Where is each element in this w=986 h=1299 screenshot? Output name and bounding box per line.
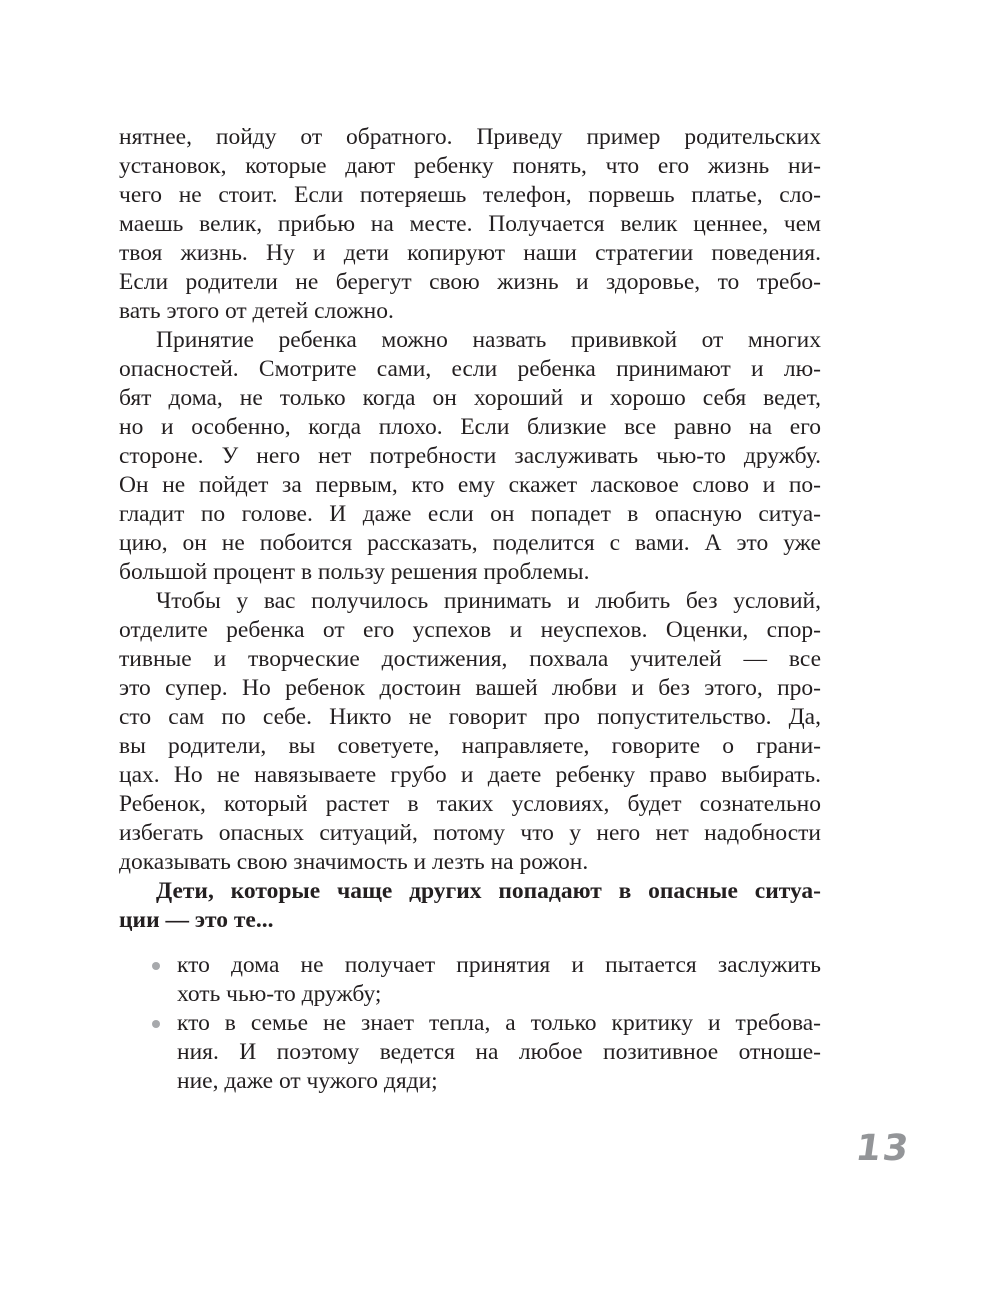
list-item	[119, 951, 821, 1009]
text-line: бят дома, не только когда он хороший и хорошо себя ведет,	[119, 385, 821, 411]
text-line: тивные и творческие достижения, похвала учителей — все	[119, 646, 821, 672]
paragraph-3	[119, 587, 821, 877]
text-line: установок, которые дают ребенку понять, что его жизнь ни-	[119, 153, 821, 179]
text-line: стороне. У него нет потребности заслуживать чью-то дружбу.	[119, 443, 821, 469]
text-line: Он не пойдет за первым, кто ему скажет ласковое слово и по-	[119, 472, 821, 498]
text-line: доказывать свою значимость и лезть на рожон.	[119, 849, 589, 875]
page-number: 13	[853, 1128, 913, 1169]
list-item	[119, 1009, 821, 1096]
text-line: цах. Но не навязываете грубо и даете ребенку право выбирать.	[119, 762, 821, 788]
text-line: маешь велик, прибью на месте. Получается велик ценнее, чем	[119, 211, 821, 237]
text-line: кто дома не получает принятия и пытается заслужить	[177, 952, 821, 978]
text-line: избегать опасных ситуаций, потому что у него нет надобности	[119, 820, 821, 846]
text-line: чего не стоит. Если потеряешь телефон, порвешь платье, сло-	[119, 182, 821, 208]
bullet-icon	[152, 1020, 160, 1028]
text-line: опасностей. Смотрите сами, если ребенка принимают и лю-	[119, 356, 821, 382]
text-line: ния. И поэтому ведется на любое позитивное отноше-	[177, 1039, 821, 1065]
text-line: Принятие ребенка можно назвать прививкой от многих	[156, 327, 821, 353]
text-line: отделите ребенка от его успехов и неуспехов. Оценки, спор-	[119, 617, 821, 643]
text-line: хоть чью-то дружбу;	[177, 981, 382, 1007]
text-line: Если родители не берегут свою жизнь и здоровье, то требо-	[119, 269, 821, 295]
text-line: вать этого от детей сложно.	[119, 298, 394, 324]
text-line: Чтобы у вас получилось принимать и любить без условий,	[156, 588, 821, 614]
paragraph-2	[119, 326, 821, 587]
text-line: это супер. Но ребенок достоин вашей любви и без этого, про-	[119, 675, 821, 701]
paragraph-1	[119, 123, 821, 326]
text-line: вы родители, вы советуете, направляете, говорите о грани-	[119, 733, 821, 759]
heading-line: ции — это те...	[119, 907, 274, 933]
text-line: твоя жизнь. Ну и дети копируют наши стратегии поведения.	[119, 240, 821, 266]
text-line: но и особенно, когда плохо. Если близкие все равно на его	[119, 414, 821, 440]
bullet-icon	[152, 962, 160, 970]
text-line: ние, даже от чужого дяди;	[177, 1068, 438, 1094]
text-line: сто сам по себе. Никто не говорит про попустительство. Да,	[119, 704, 821, 730]
text-line: гладит по голове. И даже если он попадет в опасную ситуа-	[119, 501, 821, 527]
text-line: цию, он не побоится рассказать, поделится с вами. А это уже	[119, 530, 821, 556]
text-line: нятнее, пойду от обратного. Приведу пример родительских	[119, 124, 821, 150]
body-text	[119, 123, 821, 1096]
text-line: Ребенок, который растет в таких условиях, будет сознательно	[119, 791, 821, 817]
text-line: большой процент в пользу решения проблемы.	[119, 559, 590, 585]
text-line: кто в семье не знает тепла, а только критику и требова-	[177, 1010, 821, 1036]
bold-heading	[119, 877, 821, 935]
heading-line: Дети, которые чаще других попадают в опасные ситуа-	[156, 878, 821, 904]
bullet-list	[119, 951, 821, 1096]
